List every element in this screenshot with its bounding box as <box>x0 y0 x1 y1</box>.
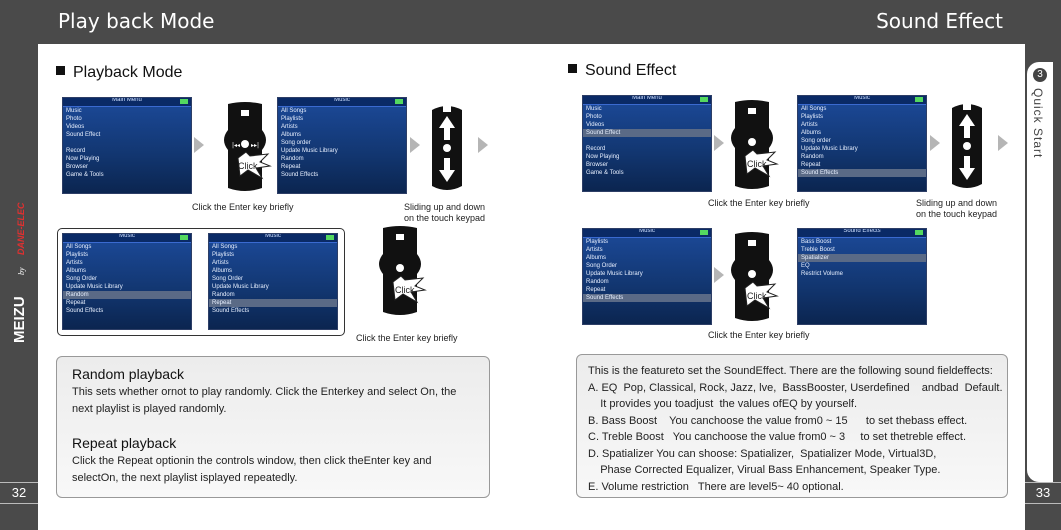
svg-text:▸▸|: ▸▸| <box>251 142 260 149</box>
brand-logo <box>6 195 32 345</box>
screen-title: Music <box>265 233 281 239</box>
repeat-title: Repeat playback <box>72 435 177 451</box>
caption-enter-r2: Click the Enter key briefly <box>708 330 810 340</box>
caption-slide-r: Sliding up and down on the touch keypad <box>916 198 998 219</box>
arrow-right-icon <box>714 135 724 151</box>
battery-icon <box>700 230 708 235</box>
screen-menu-item: Repeat <box>281 164 301 170</box>
screen-menu-item: All Songs <box>281 108 307 114</box>
page-header <box>0 0 1061 44</box>
screen-status-bar <box>63 234 191 243</box>
keypad-slide-icon <box>944 98 990 194</box>
screen-status-bar <box>798 229 926 238</box>
screen-menu-item: Albums <box>586 255 607 261</box>
battery-icon <box>180 99 188 104</box>
screen-menu-item: Record <box>66 148 86 154</box>
screen-status-bar <box>583 96 711 105</box>
description-line: It provides you toadjust the values ofEQ by yourself. <box>588 398 858 410</box>
main-menu-screen-r <box>582 95 712 192</box>
screen-status-bar <box>63 98 191 107</box>
screen-menu-item: Albums <box>281 132 302 138</box>
arrow-right-icon <box>478 137 488 153</box>
description-line: This is the featureto set the SoundEffect. There are the following sound fieldeffects: <box>588 365 993 377</box>
screen-menu-item: Albums <box>66 268 87 274</box>
description-line: B. Bass Boost You canchoose the value from0 ~ 15 to set thebass effect. <box>588 414 968 427</box>
screen-menu-item: Browser <box>586 162 609 168</box>
sound-effect-description <box>588 363 1006 495</box>
svg-text:Click: Click <box>395 285 415 295</box>
screen-status-bar <box>798 96 926 105</box>
screen-menu-item: Artists <box>212 260 229 266</box>
screen-title: Main Menu <box>112 97 142 103</box>
screen-menu-item: Artists <box>66 260 83 266</box>
screen-title: Music <box>639 228 655 234</box>
page-number-right: 33 <box>1025 482 1061 504</box>
screen-menu-item: Repeat <box>209 299 337 307</box>
brand-by: by <box>17 267 26 275</box>
screen-title: Main Menu <box>632 95 662 101</box>
description-line: C. Treble Boost You canchoose the value from0 ~ 3 to set thetreble effect. <box>588 431 967 443</box>
screen-menu-item <box>63 139 191 147</box>
screen-menu-item: Random <box>281 156 304 162</box>
screen-menu-item: Random <box>801 154 824 160</box>
screen-menu-item: Playlists <box>801 114 824 120</box>
quick-start-tab[interactable] <box>1027 62 1053 482</box>
screen-menu-item: Repeat <box>66 300 86 306</box>
description-line: A. EQ Pop, Classical, Rock, Jazz, lve, BassBooster, Userdefined andbad Default. <box>588 381 1003 394</box>
screen-menu-item: All Songs <box>212 244 238 250</box>
screen-menu-item: Song Order <box>586 263 618 269</box>
music-screen-r <box>797 95 927 192</box>
screen-menu-item: Record <box>586 146 606 152</box>
screen-menu-item: Browser <box>66 164 89 170</box>
random-title: Random playback <box>72 366 185 382</box>
keypad-click-icon <box>727 230 797 326</box>
sound-effects-screen <box>797 228 927 325</box>
chapter-label: Quick Start <box>1031 88 1045 159</box>
screen-menu-item: Now Playing <box>66 156 100 162</box>
screen-menu-item: Artists <box>281 124 298 130</box>
battery-icon <box>180 235 188 240</box>
screen-menu-item: Playlists <box>586 239 609 245</box>
caption-enter-r1: Click the Enter key briefly <box>708 198 810 208</box>
screen-menu-item: Bass Boost <box>801 239 832 245</box>
screen-menu-item: Spatializer <box>798 254 926 262</box>
arrow-right-icon <box>410 137 420 153</box>
screen-menu-item: Photo <box>66 116 82 122</box>
screen-menu-item: Song Order <box>66 276 98 282</box>
battery-icon <box>700 97 708 102</box>
screen-menu-item: Sound Effects <box>583 294 711 302</box>
screen-menu-item: EQ <box>801 263 810 269</box>
arrow-right-icon <box>998 135 1008 151</box>
screen-menu-item: Sound Effects <box>212 308 250 314</box>
bullet-square-icon <box>568 64 577 73</box>
screen-menu-item: Song order <box>801 138 831 144</box>
screen-title: Music <box>334 97 350 103</box>
screen-menu-item: Random <box>212 292 235 298</box>
screen-menu-item: Playlists <box>212 252 235 258</box>
description-line: D. Spatializer You can shoose: Spatializer, Spatializer Mode, Virtual3D, <box>588 447 937 460</box>
screen-status-bar <box>583 229 711 238</box>
chapter-number: 3 <box>1033 68 1047 82</box>
screen-menu-item: Song order <box>281 140 311 146</box>
screen-menu-item: Game & Tools <box>586 170 624 176</box>
music-screen <box>277 97 407 194</box>
screen-menu-item: Treble Boost <box>801 247 835 253</box>
screen-menu-item: Random <box>586 279 609 285</box>
sound-effects-menu-screen <box>582 228 712 325</box>
screen-menu-item: Videos <box>66 124 85 130</box>
screen-menu-item: Sound Effects <box>798 169 926 177</box>
arrow-right-icon <box>714 267 724 283</box>
svg-text:Click: Click <box>747 159 767 169</box>
battery-icon <box>915 97 923 102</box>
caption-enter-1: Click the Enter key briefly <box>192 202 294 212</box>
left-section-title: Playback Mode <box>56 64 182 82</box>
screen-title: Music <box>119 233 135 239</box>
screen-menu-item: Albums <box>212 268 233 274</box>
screen-menu-item: Restrict Volume <box>801 271 844 277</box>
screen-menu-item <box>583 137 711 145</box>
brand-partner: DANE-ELEC <box>16 202 26 255</box>
screen-menu-item: Update Music Library <box>801 146 858 152</box>
svg-text:|◂◂: |◂◂ <box>232 142 241 149</box>
right-header-title: Sound Effect <box>876 9 1003 33</box>
description-line: E. Volume restriction There are level5~ 40 optional. <box>588 480 844 493</box>
keypad-slide-icon <box>424 100 470 196</box>
screen-menu-item: Update Music Library <box>212 284 269 290</box>
keypad-click-icon <box>375 224 445 320</box>
screen-menu-item: Sound Effects <box>66 308 104 314</box>
screen-menu-item: Song Order <box>212 276 244 282</box>
arrow-right-icon <box>194 137 204 153</box>
screen-status-bar <box>209 234 337 243</box>
brand-name: MEIZU <box>11 296 28 343</box>
screen-menu-item: Repeat <box>586 287 606 293</box>
repeat-text: Click the Repeat optionin the controls window, then click theEnter key and selectOn, the next playlist isplayed repeatedly. <box>72 455 432 484</box>
screen-menu-item: Photo <box>586 114 602 120</box>
screen-menu-item: Update Music Library <box>586 271 643 277</box>
caption-enter-2: Click the Enter key briefly <box>356 333 458 343</box>
caption-slide: Sliding up and down on the touch keypad <box>404 202 486 223</box>
page-number-left: 32 <box>0 482 38 504</box>
repeat-screen <box>208 233 338 330</box>
screen-menu-item: Videos <box>586 122 605 128</box>
screen-menu-item: Artists <box>586 247 603 253</box>
screen-menu-item: Music <box>586 106 602 112</box>
left-header-title: Play back Mode <box>58 9 215 33</box>
svg-text:Click: Click <box>238 161 258 171</box>
screen-menu-item: Music <box>66 108 82 114</box>
right-section-title: Sound Effect <box>568 62 676 80</box>
screen-menu-item: Albums <box>801 130 822 136</box>
keypad-click-icon <box>210 100 280 196</box>
keypad-click-icon <box>727 98 797 194</box>
screen-menu-item: All Songs <box>801 106 827 112</box>
description-line: Phase Corrected Equalizer, Virual Bass Enhancement, Speaker Type. <box>588 464 941 476</box>
screen-menu-item: Repeat <box>801 162 821 168</box>
screen-menu-item: Artists <box>801 122 818 128</box>
battery-icon <box>395 99 403 104</box>
screen-menu-item: Sound Effect <box>66 132 101 138</box>
screen-menu-item: Sound Effect <box>583 129 711 137</box>
random-screen <box>62 233 192 330</box>
main-menu-screen <box>62 97 192 194</box>
screen-status-bar <box>278 98 406 107</box>
screen-title: Sound Effects <box>843 228 881 234</box>
screen-menu-item: Sound Effects <box>281 172 319 178</box>
screen-menu-item: Random <box>63 291 191 299</box>
screen-title: Music <box>854 95 870 101</box>
screen-menu-item: Update Music Library <box>281 148 338 154</box>
svg-text:Click: Click <box>747 291 767 301</box>
screen-menu-item: Playlists <box>66 252 89 258</box>
battery-icon <box>915 230 923 235</box>
random-text: This sets whether ornot to play randomly. Click the Enterkey and select On, the next playlist is played randomly. <box>72 386 457 415</box>
battery-icon <box>326 235 334 240</box>
screen-menu-item: Playlists <box>281 116 304 122</box>
arrow-right-icon <box>930 135 940 151</box>
bullet-square-icon <box>56 66 65 75</box>
screen-menu-item: Now Playing <box>586 154 620 160</box>
screen-menu-item: Game & Tools <box>66 172 104 178</box>
screen-menu-item: Update Music Library <box>66 284 123 290</box>
screen-menu-item: All Songs <box>66 244 92 250</box>
